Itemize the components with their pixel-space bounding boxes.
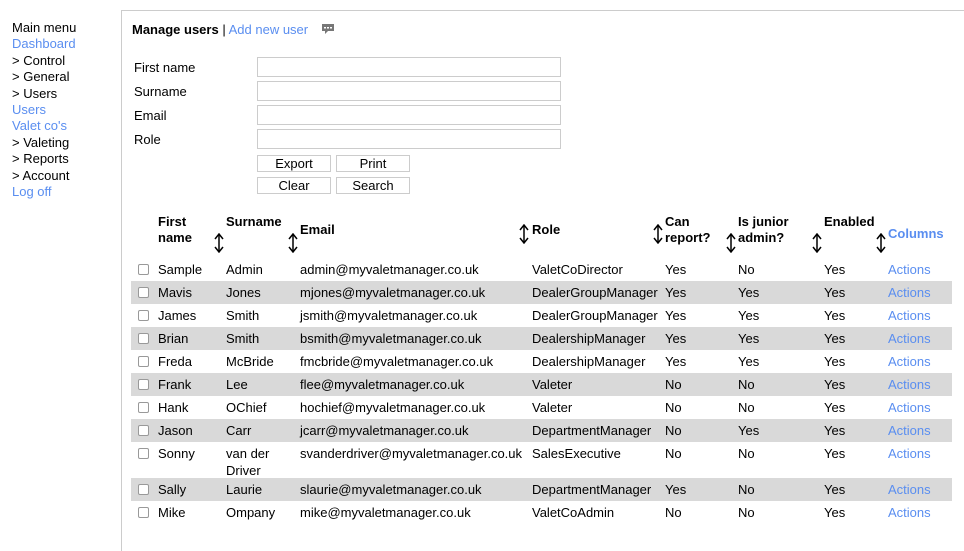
- cell-enabled: Yes: [824, 423, 846, 438]
- table-row: [131, 258, 952, 281]
- cell-can-report: Yes: [665, 262, 687, 277]
- cell-junior-admin: Yes: [738, 308, 760, 323]
- cell-can-report: No: [665, 446, 682, 461]
- cell-surname: OChief: [226, 400, 267, 415]
- cell-junior-admin: No: [738, 446, 755, 461]
- sort-arrows-icon[interactable]: [519, 224, 529, 247]
- cell-email: svanderdriver@myvaletmanager.co.uk: [300, 446, 523, 461]
- row-checkbox[interactable]: [138, 507, 149, 518]
- sidebar-link[interactable]: Valet co's: [12, 118, 67, 134]
- cell-enabled: Yes: [824, 354, 846, 369]
- cell-enabled: Yes: [824, 285, 846, 300]
- add-new-user-link[interactable]: Add new user: [228, 22, 309, 37]
- cell-junior-admin: Yes: [738, 354, 760, 369]
- first-name-label: First name: [134, 60, 196, 75]
- cell-role: DepartmentManager: [532, 423, 652, 438]
- first-name-input[interactable]: [257, 57, 561, 77]
- cell-can-report: No: [665, 505, 682, 520]
- cell-first-name: Jason: [158, 423, 193, 438]
- cell-surname: Jones: [226, 285, 261, 300]
- cell-surname: van der Driver: [226, 446, 270, 478]
- actions-link[interactable]: Actions: [888, 354, 931, 369]
- cell-first-name: Mavis: [158, 285, 192, 300]
- sort-arrows-icon[interactable]: [214, 233, 224, 256]
- cell-email: slaurie@myvaletmanager.co.uk: [300, 482, 482, 497]
- cell-role: SalesExecutive: [532, 446, 621, 461]
- cell-email: admin@myvaletmanager.co.uk: [300, 262, 479, 277]
- cell-email: fmcbride@myvaletmanager.co.uk: [300, 354, 494, 369]
- table-row: [131, 419, 952, 442]
- cell-can-report: No: [665, 400, 682, 415]
- column-header-first-name[interactable]: First name: [158, 214, 192, 245]
- cell-surname: Carr: [226, 423, 252, 438]
- row-checkbox[interactable]: [138, 356, 149, 367]
- cell-can-report: Yes: [665, 482, 687, 497]
- cell-first-name: James: [158, 308, 197, 323]
- cell-surname: Ompany: [226, 505, 276, 520]
- column-header-surname[interactable]: Surname: [226, 214, 282, 229]
- actions-link[interactable]: Actions: [888, 331, 931, 346]
- table-row: [131, 396, 952, 419]
- clear-button[interactable]: Clear: [257, 177, 331, 194]
- cell-enabled: Yes: [824, 400, 846, 415]
- sort-arrows-icon[interactable]: [812, 233, 822, 256]
- cell-junior-admin: No: [738, 482, 755, 497]
- sidebar-item[interactable]: > Control: [12, 52, 66, 68]
- cell-surname: Lee: [226, 377, 248, 392]
- row-checkbox[interactable]: [138, 310, 149, 321]
- cell-can-report: Yes: [665, 331, 687, 346]
- row-checkbox[interactable]: [138, 287, 149, 298]
- table-row: [131, 327, 952, 350]
- row-checkbox[interactable]: [138, 484, 149, 495]
- role-label: Role: [134, 132, 161, 147]
- table-row: [131, 478, 952, 501]
- actions-link[interactable]: Actions: [888, 308, 931, 323]
- sort-arrows-icon[interactable]: [876, 233, 886, 256]
- print-button[interactable]: Print: [336, 155, 410, 172]
- sort-arrows-icon[interactable]: [288, 233, 298, 256]
- cell-enabled: Yes: [824, 505, 846, 520]
- cell-enabled: Yes: [824, 331, 846, 346]
- role-input[interactable]: [257, 129, 561, 149]
- row-checkbox[interactable]: [138, 264, 149, 275]
- sidebar-link[interactable]: Log off: [12, 184, 52, 200]
- cell-junior-admin: No: [738, 262, 755, 277]
- main-menu: [12, 20, 76, 200]
- cell-role: Valeter: [532, 377, 573, 392]
- cell-surname: McBride: [226, 354, 274, 369]
- cell-role: DealerGroupManager: [532, 285, 658, 300]
- sidebar-link[interactable]: Dashboard: [12, 36, 76, 52]
- email-label: Email: [134, 108, 167, 123]
- cell-can-report: Yes: [665, 308, 687, 323]
- table-row: [131, 442, 952, 478]
- sidebar-link[interactable]: Users: [12, 102, 46, 118]
- title-separator: |: [222, 22, 226, 37]
- actions-link[interactable]: Actions: [888, 505, 931, 520]
- table-row: [131, 373, 952, 396]
- cell-surname: Laurie: [226, 482, 263, 497]
- email-input[interactable]: [257, 105, 561, 125]
- cell-role: DepartmentManager: [532, 482, 652, 497]
- page-header: [132, 22, 308, 37]
- cell-first-name: Mike: [158, 505, 186, 520]
- surname-input[interactable]: [257, 81, 561, 101]
- cell-enabled: Yes: [824, 482, 846, 497]
- sidebar-item[interactable]: > Account: [12, 167, 70, 183]
- cell-first-name: Brian: [158, 331, 189, 346]
- row-checkbox[interactable]: [138, 379, 149, 390]
- cell-enabled: Yes: [824, 308, 846, 323]
- row-checkbox[interactable]: [138, 333, 149, 344]
- cell-role: Valeter: [532, 400, 573, 415]
- column-header-enabled[interactable]: Enabled: [824, 214, 875, 229]
- cell-enabled: Yes: [824, 446, 846, 461]
- sort-arrows-icon[interactable]: [726, 233, 736, 256]
- cell-junior-admin: Yes: [738, 285, 760, 300]
- cell-first-name: Sally: [158, 482, 187, 497]
- cell-role: DealerGroupManager: [532, 308, 658, 323]
- column-header-junior-admin[interactable]: Is junior admin?: [738, 214, 789, 245]
- speech-bubble-icon[interactable]: [322, 23, 334, 38]
- cell-surname: Smith: [226, 308, 260, 323]
- row-checkbox[interactable]: [138, 425, 149, 436]
- sidebar-item[interactable]: > Valeting: [12, 134, 70, 150]
- cell-role: ValetCoDirector: [532, 262, 623, 277]
- cell-junior-admin: Yes: [738, 423, 760, 438]
- actions-link[interactable]: Actions: [888, 377, 931, 392]
- sidebar-item[interactable]: > General: [12, 69, 70, 85]
- cell-email: flee@myvaletmanager.co.uk: [300, 377, 465, 392]
- cell-surname: Smith: [226, 331, 260, 346]
- table-row: [131, 501, 952, 524]
- sidebar-item[interactable]: > Reports: [12, 151, 69, 167]
- cell-email: bsmith@myvaletmanager.co.uk: [300, 331, 482, 346]
- column-header-email[interactable]: Email: [300, 222, 335, 237]
- export-button[interactable]: Export: [257, 155, 331, 172]
- cell-first-name: Sample: [158, 262, 203, 277]
- cell-can-report: No: [665, 423, 682, 438]
- cell-junior-admin: No: [738, 400, 755, 415]
- cell-first-name: Frank: [158, 377, 192, 392]
- actions-link[interactable]: Actions: [888, 285, 931, 300]
- table-row: [131, 304, 952, 327]
- actions-link[interactable]: Actions: [888, 446, 931, 461]
- cell-enabled: Yes: [824, 262, 846, 277]
- cell-can-report: No: [665, 377, 682, 392]
- cell-can-report: Yes: [665, 285, 687, 300]
- cell-role: DealershipManager: [532, 331, 646, 346]
- search-button[interactable]: Search: [336, 177, 410, 194]
- cell-email: jsmith@myvaletmanager.co.uk: [300, 308, 478, 323]
- columns-link[interactable]: Columns: [888, 226, 944, 241]
- row-checkbox[interactable]: [138, 448, 149, 459]
- table-row: [131, 281, 952, 304]
- cell-can-report: Yes: [665, 354, 687, 369]
- row-checkbox[interactable]: [138, 402, 149, 413]
- sidebar-item[interactable]: > Users: [12, 85, 58, 101]
- cell-first-name: Freda: [158, 354, 192, 369]
- page-title: Manage users: [132, 22, 219, 37]
- cell-role: ValetCoAdmin: [532, 505, 615, 520]
- sort-arrows-icon[interactable]: [653, 224, 663, 247]
- cell-role: DealershipManager: [532, 354, 646, 369]
- actions-link[interactable]: Actions: [888, 423, 931, 438]
- cell-email: jcarr@myvaletmanager.co.uk: [300, 423, 469, 438]
- cell-junior-admin: No: [738, 377, 755, 392]
- cell-email: mike@myvaletmanager.co.uk: [300, 505, 471, 520]
- table-row: [131, 350, 952, 373]
- column-header-role[interactable]: Role: [532, 222, 561, 237]
- cell-enabled: Yes: [824, 377, 846, 392]
- sidebar-item[interactable]: Main menu: [12, 20, 77, 35]
- cell-email: hochief@myvaletmanager.co.uk: [300, 400, 486, 415]
- actions-link[interactable]: Actions: [888, 482, 931, 497]
- cell-first-name: Hank: [158, 400, 189, 415]
- cell-surname: Admin: [226, 262, 263, 277]
- column-header-can-report[interactable]: Can report?: [665, 214, 711, 245]
- cell-first-name: Sonny: [158, 446, 195, 461]
- surname-label: Surname: [134, 84, 187, 99]
- actions-link[interactable]: Actions: [888, 262, 931, 277]
- cell-email: mjones@myvaletmanager.co.uk: [300, 285, 486, 300]
- cell-junior-admin: Yes: [738, 331, 760, 346]
- actions-link[interactable]: Actions: [888, 400, 931, 415]
- cell-junior-admin: No: [738, 505, 755, 520]
